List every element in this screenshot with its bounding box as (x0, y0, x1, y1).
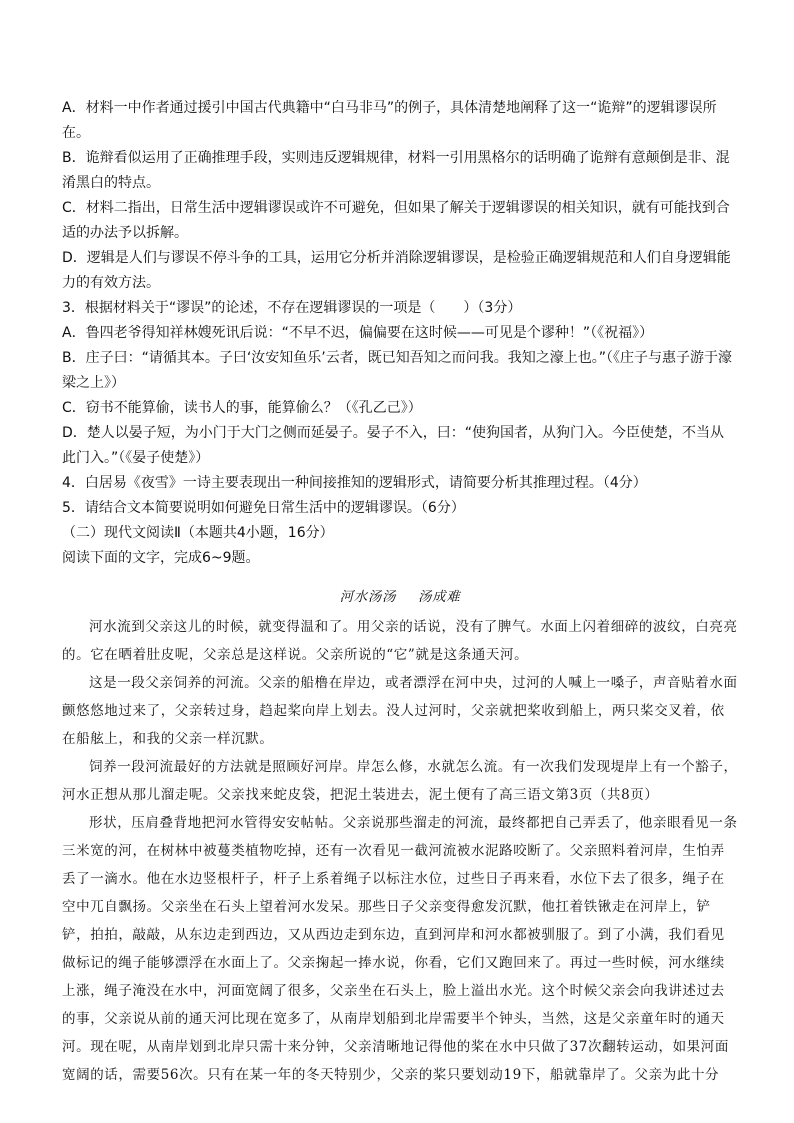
option-a: A．材料一中作者通过援引中国古代典籍中“白马非马”的例子，具体清楚地阐释了这一“诡辩”的逻辑谬误所在。 (62, 100, 717, 141)
article-author: 汤成难 (418, 589, 461, 605)
q3-stem: 3．根据材料关于“谬误”的论述，不存在逻辑谬误的一项是（ ）（3分） (62, 300, 522, 316)
question-3 (62, 296, 738, 471)
article-paragraph: 形状，压肩叠背地把河水管得安安帖帖。父亲说那些溜走的河流，最终都把自己弄丢了，他亲眼看见一条三米宽的河，在树林中被蔓类植物吃掉，还有一次看见一截河流被水泥路咬断了。父亲照料着河岸，生怕弄丢了一滴水。他在水边竖根杆子，杆子上系着绳子以标注水位，过些日子再来看，水位下去了很多，绳子在空中兀自飘扬。父亲坐在石头上望着河水发呆。那些日子父亲变得愈发沉默，他扛着铁锹走在河岸上，铲铲，拍拍，敲敲，从东边走到西边，又从西边走到东边，直到河岸和河水都被驯服了。到了小满，我们看见做标记的绳子能够漂浮在水面上了。父亲掬起一捧水说，你看，它们又跑回来了。再过一些时候，河水继续上涨，绳子淹没在水中，河面宽阔了很多，父亲坐在石头上，脸上溢出水光。这个时候父亲会向我讲述过去的事，父亲说从前的通天河比现在宽多了，从南岸划船到北岸需要半个钟头，当然，这是父亲童年时的通天河。现在呢，从南岸划到北岸只需十来分钟，父亲清晰地记得他的桨在水中只做了37次翻转运动，如果河面宽阔的话，需要56次。只有在某一年的冬天特别少，父亲的桨只要划动19下，船就靠岸了。父亲为此十分 (62, 815, 738, 1083)
section-2-header (62, 521, 738, 571)
exam-page (62, 96, 738, 1089)
option-d: D．逻辑是人们与谬误不停斗争的工具，运用它分析并消除逻辑谬误，是检验正确逻辑规范和人们自身逻辑能力的有效方法。 (62, 250, 731, 291)
article (62, 585, 738, 1089)
question-5: 5．请结合文本简要说明如何避免日常生活中的逻辑谬误。（6分） (62, 500, 465, 516)
article-paragraph: 这是一段父亲饲养的河流。父亲的船橹在岸边，或者漂浮在河中央，过河的人喊上一嗓子，声音贴着水面颤悠悠地过来了，父亲转过身，趋起桨向岸上划去。没人过河时，父亲就把桨收到船上，两只桨交叉着，依在船舷上，和我的父亲一样沉默。 (62, 675, 738, 747)
article-paragraph: 饲养一段河流最好的方法就是照顾好河岸。岸怎么修，水就怎么流。有一次我们发现堤岸上有一个豁子，河水正想从那儿溜走呢。父亲找来蛇皮袋，把泥土装进去，泥土便有了高三语文第3页（共8页） (62, 759, 738, 803)
q3-option-a: A．鲁四老爷得知祥林嫂死讯后说：“不早不迟，偏偏要在这时候——可见是个谬种！”（《祝福》） (62, 325, 654, 341)
article-paragraph: 河水流到父亲这儿的时候，就变得温和了。用父亲的话说，没有了脾气。水面上闪着细碎的波纹，白亮亮的。它在晒着肚皮呢，父亲总是这样说。父亲所说的“它”就是这条通天河。 (62, 619, 738, 663)
q2-options (62, 96, 738, 296)
option-c: C．材料二指出，日常生活中逻辑谬误或许不可避免，但如果了解关于逻辑谬误的相关知识，就有可能找到合适的办法予以拆解。 (62, 200, 730, 241)
q3-option-c: C．窃书不能算偷，读书人的事，能算偷么？（《孔乙己》） (62, 400, 422, 416)
question-4: 4．白居易《夜雪》一诗主要表现出一种间接推知的逻辑形式，请简要分析其推理过程。（4分） (62, 475, 647, 491)
article-title (62, 585, 738, 609)
questions-4-5 (62, 471, 738, 521)
article-title-text: 河水汤汤 (339, 589, 397, 605)
q3-option-d: D．楚人以晏子短，为小门于大门之侧而延晏子。晏子不入，曰：“使狗国者，从狗门入。今臣使楚，不当从此门入。”（《晏子使楚》） (62, 425, 725, 466)
q3-option-b: B．庄子曰：“请循其本。子曰‘汝安知鱼乐’云者，既已知吾知之而问我。我知之濠上也。”（《庄子与惠子游于濠梁之上》） (62, 350, 733, 391)
reading-instruction: 阅读下面的文字，完成6~9题。 (62, 550, 260, 566)
option-b: B．诡辩看似运用了正确推理手段，实则违反逻辑规律，材料一引用黑格尔的话明确了诡辩有意颠倒是非、混淆黑白的特点。 (62, 150, 730, 191)
section-heading: （二）现代文阅读Ⅱ（本题共4小题，16分） (62, 525, 334, 541)
